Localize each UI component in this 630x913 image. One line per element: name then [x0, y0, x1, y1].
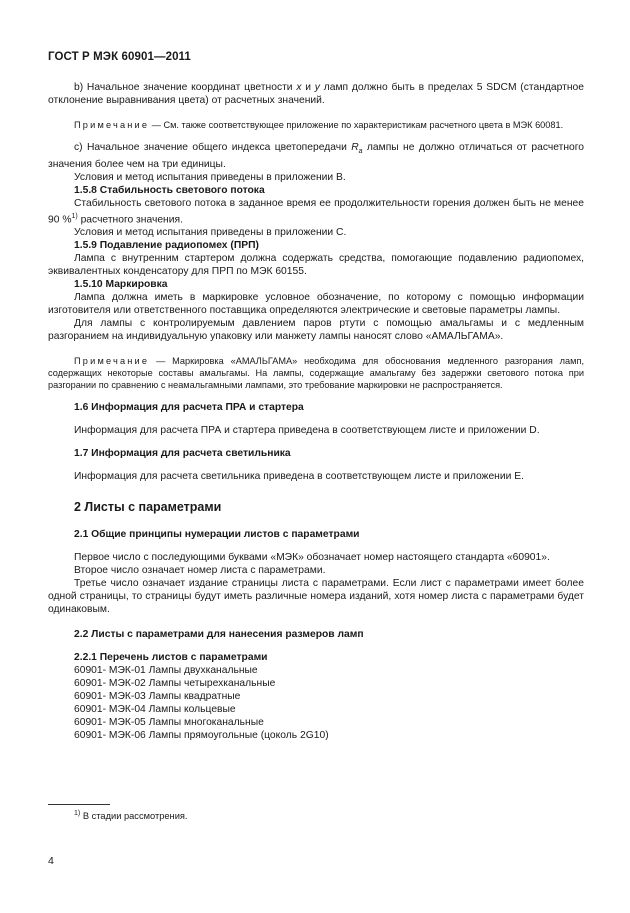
list-item: 60901- МЭК-05 Лампы многоканальные [74, 717, 264, 729]
heading-2-2: 2.2 Листы с параметрами для нанесения размеров ламп [74, 629, 364, 641]
heading-2: 2 Листы с параметрами [74, 500, 222, 515]
page-number: 4 [48, 855, 54, 867]
list-item: 60901- МЭК-06 Лампы прямоугольные (цоколь 2G10) [74, 730, 329, 742]
note-amalgam: Примечание — Маркировка «АМАЛЬГАМА» необходима для обоснования медленного разгорания ламп, содержащих некоторые составы амальгамы. На лампы, содержащие амальгаму без задержки светового потока при разгорании по сравнению с неамальгамными лампами, это требование маркировки не распространяется. [48, 356, 584, 391]
heading-2-2-1: 2.2.1 Перечень листов с параметрами [74, 652, 268, 664]
page-body [48, 81, 584, 742]
paragraph-flux: Стабильность светового потока в заданное время ее продолжительности горения должен быть не менее 90 %$^{1)}$ расчетного значения. [48, 198, 584, 226]
paragraph-marking-1: Лампа должна иметь в маркировке условное обозначение, по которому с помощью информации изготовителя или ответственного поставщика определяются электрические и световые параметры лампы. [48, 292, 584, 317]
list-item: 60901- МЭК-02 Лампы четырехканальные [74, 678, 276, 690]
paragraph-flux-method: Условия и метод испытания приведены в приложении C. [74, 227, 347, 239]
heading-1-6: 1.6 Информация для расчета ПРА и стартера [74, 402, 304, 414]
heading-1-5-9: 1.5.9 Подавление радиопомех (ПРП) [74, 240, 259, 252]
paragraph-numbering-1: Первое число с последующими буквами «МЭК» обозначает номер настоящего стандарта «60901». [74, 552, 550, 564]
footnote-mark: 1) [74, 810, 81, 817]
paragraph-marking-2: Для лампы с контролируемым давлением паров ртути с помощью амальгамы и с медленным разгоранием на индивидуальную упаковку или манжету лампы наносят слово «АМАЛЬГАМА». [48, 318, 584, 343]
heading-2-1: 2.1 Общие принципы нумерации листов с параметрами [74, 529, 360, 541]
list-item: 60901- МЭК-01 Лампы двухканальные [74, 665, 258, 677]
heading-1-5-8: 1.5.8 Стабильность светового потока [74, 185, 265, 197]
paragraph-b: b) Начальное значение координат цветности x и y ламп должно быть в пределах 5 SDCM (стандартное отклонение выравнивания цвета) от расчетных значений. [48, 82, 584, 106]
sheet-list [48, 664, 584, 742]
footnote: $^{1)}$ В стадии рассмотрения. [74, 810, 188, 822]
running-header: ГОСТ Р МЭК 60901—2011 [48, 51, 191, 63]
paragraph-ballast: Информация для расчета ПРА и стартера приведена в соответствующем листе и приложении D. [74, 425, 540, 437]
note-label: Примечание [74, 120, 150, 130]
footnote-separator [48, 804, 110, 805]
paragraph-luminaire: Информация для расчета светильника приведена в соответствующем листе и приложении E. [74, 471, 524, 483]
paragraph-numbering-2: Второе число означает номер листа с параметрами. [74, 565, 326, 577]
paragraph-numbering-3: Третье число означает издание страницы листа с параметрами. Если лист с параметрами имеет более одной страницы, то страницы будут иметь различные номера изданий, хотя номер листа с параметрами будет одинаковым. [48, 578, 584, 616]
heading-1-5-10: 1.5.10 Маркировка [74, 279, 168, 291]
paragraph-rfi: Лампа с внутренним стартером должна содержать средства, помогающие подавлению радиопомех, эквивалентных конденсатору для ПРП по МЭК 60155. [48, 253, 584, 278]
note-label: Примечание [74, 356, 150, 367]
heading-1-7: 1.7 Информация для расчета светильника [74, 448, 291, 460]
paragraph-c-method: Условия и метод испытания приведены в приложении B. [74, 172, 346, 184]
list-item: 60901- МЭК-03 Лампы квадратные [74, 691, 241, 703]
note-color: Примечание — См. также соответствующее приложение по характеристикам расчетного цвета в МЭК 60081. [74, 120, 564, 130]
paragraph-c: c) Начальное значение общего индекса цветопередачи $R_a$ лампы не должно отличаться от расчетного значения более чем на три единицы. [48, 142, 584, 171]
list-item: 60901- МЭК-04 Лампы кольцевые [74, 704, 236, 716]
